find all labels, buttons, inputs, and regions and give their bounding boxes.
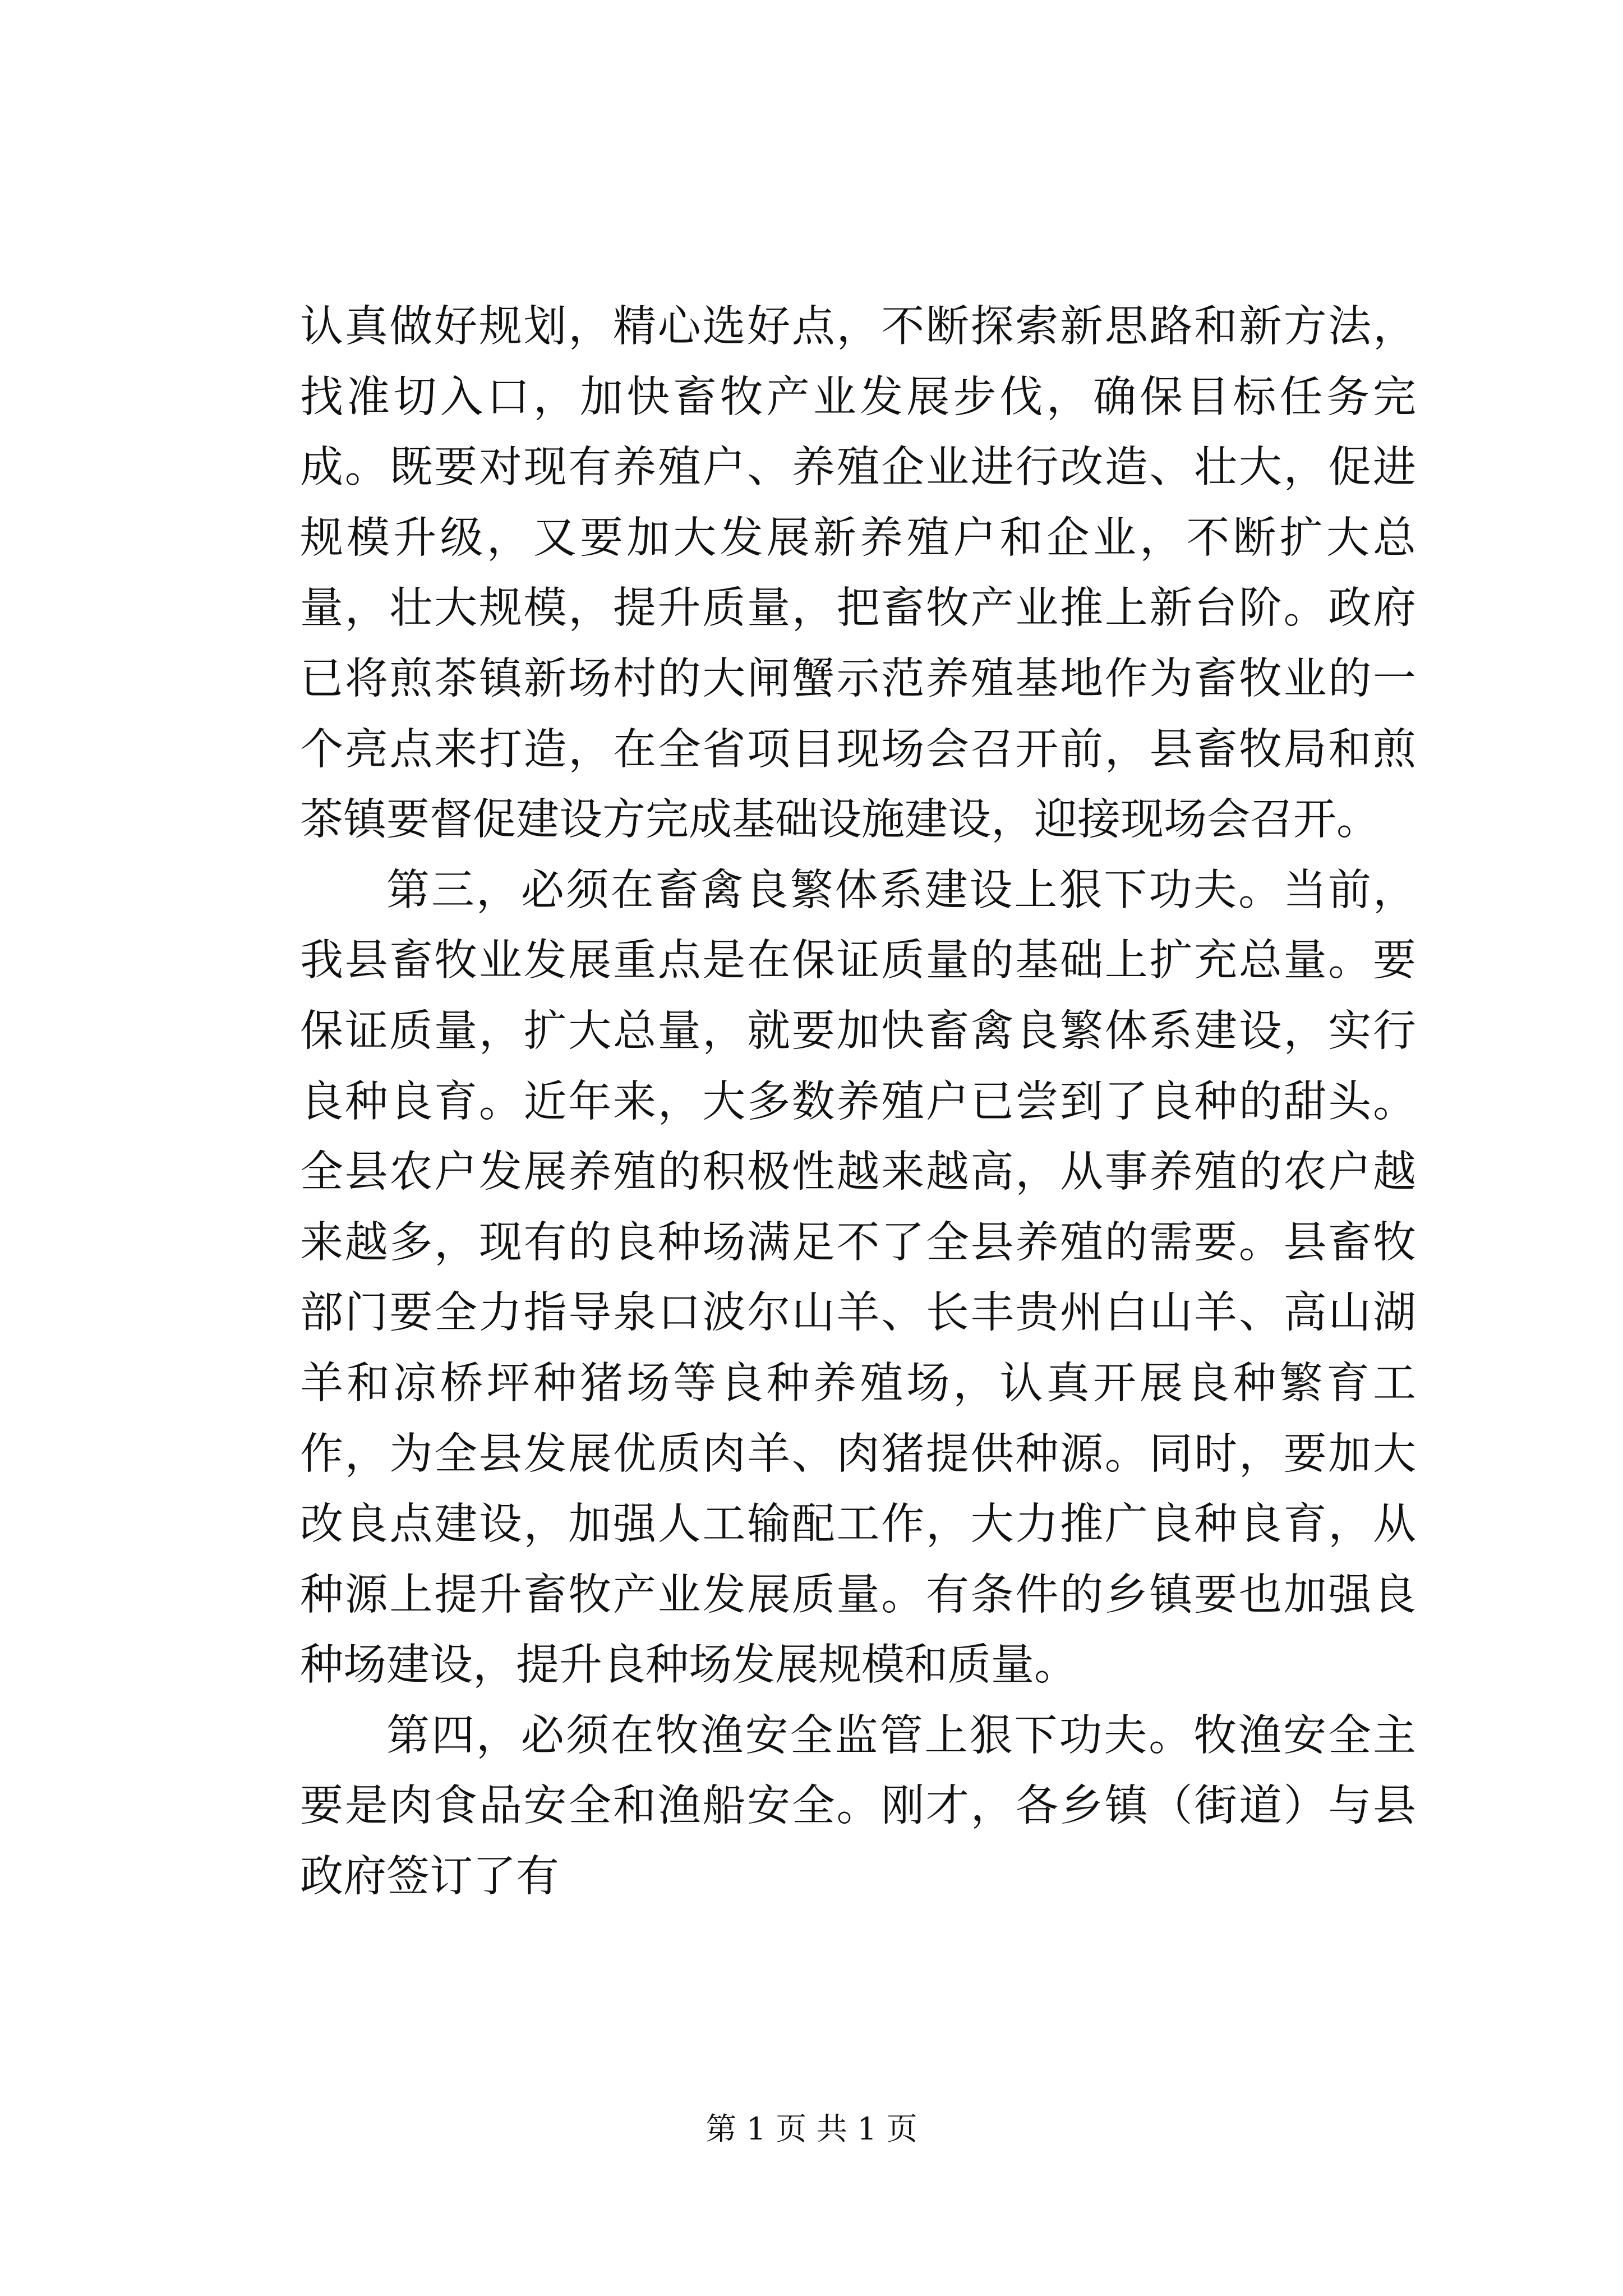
- page-footer: 第 1 页 共 1 页: [706, 2111, 917, 2147]
- paragraph-fourth-point: 第四，必须在牧渔安全监管上狠下功夫。牧渔安全主要是肉食品安全和渔船安全。刚才，各乡镇（街道）与县政府签订了有: [300, 1710, 1416, 1902]
- document-body: [300, 292, 1416, 1912]
- paragraph-third-point: 第三，必须在畜禽良繁体系建设上狠下功夫。当前，我县畜牧业发展重点是在保证质量的基础上扩充总量。要保证质量，扩大总量，就要加快畜禽良繁体系建设，实行良种良育。近年来，大多数养殖户已尝到了良种的甜头。全县农户发展养殖的积极性越来越高，从事养殖的农户越来越多，现有的良种场满足不了全县养殖的需要。县畜牧部门要全力指导泉口波尔山羊、长丰贵州白山羊、高山湖羊和凉桥坪种猪场等良种养殖场，认真开展良种繁育工作，为全县发展优质肉羊、肉猪提供种源。同时，要加大改良点建设，加强人工输配工作，大力推广良种良育，从种源上提升畜牧产业发展质量。有条件的乡镇要也加强良种场建设，提升良种场发展规模和质量。: [300, 865, 1416, 1691]
- paragraph-continuation: 认真做好规划，精心选好点，不断探索新思路和新方法，找准切入口，加快畜牧产业发展步伐，确保目标任务完成。既要对现有养殖户、养殖企业进行改造、壮大，促进规模升级，又要加大发展新养殖户和企业，不断扩大总量，壮大规模，提升质量，把畜牧产业推上新台阶。政府已将煎茶镇新场村的大闸蟹示范养殖基地作为畜牧业的一个亮点来打造，在全省项目现场会召开前，县畜牧局和煎茶镇要督促建设方完成基础设施建设，迎接现场会召开。: [300, 302, 1416, 845]
